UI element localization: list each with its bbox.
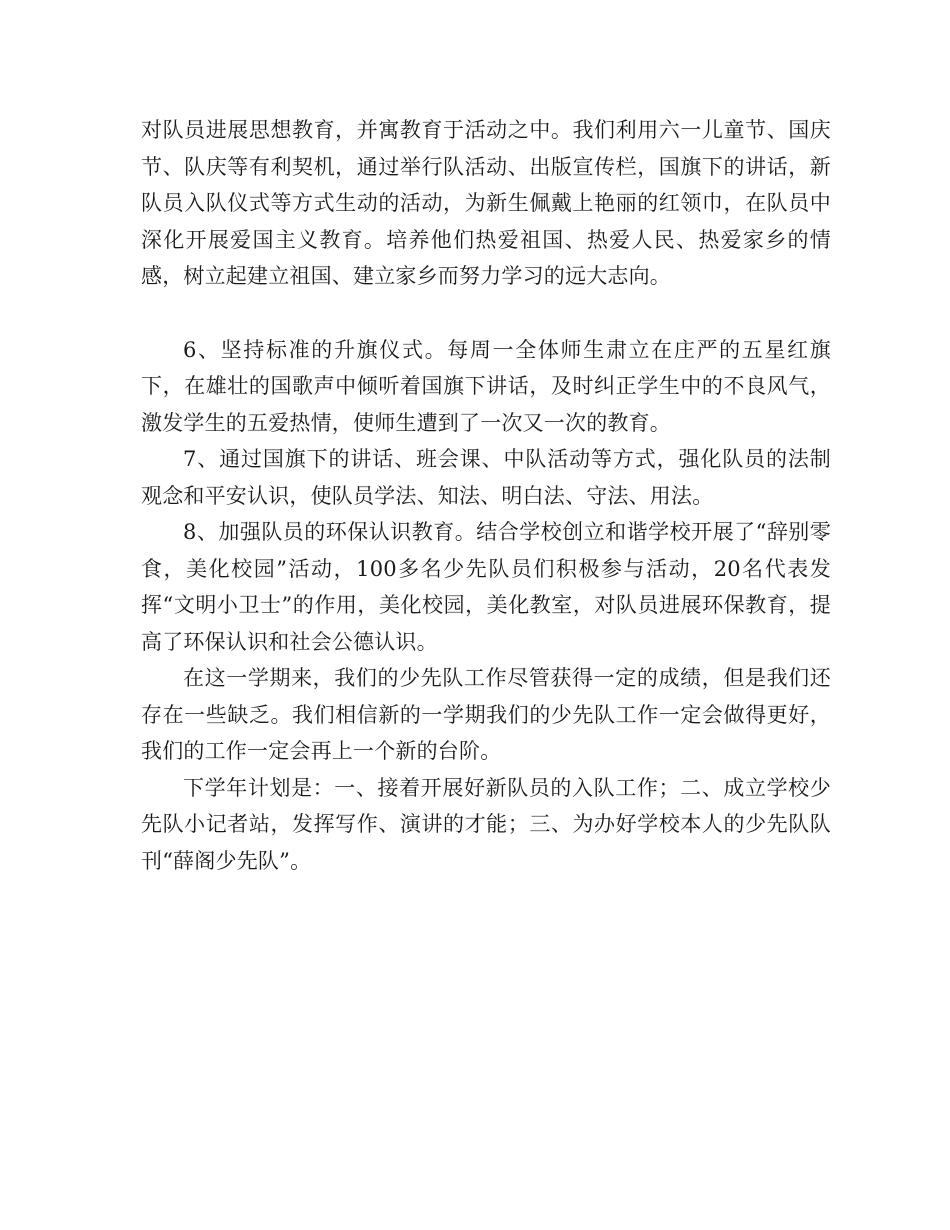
- paragraph-next-year-plan: 下学年计划是：一、接着开展好新队员的入队工作；二、成立学校少先队小记者站，发挥写作、演讲的才能；三、为办好学校本人的少先队队刊“薛阁少先队”。: [141, 775, 831, 873]
- document-body: [141, 112, 831, 879]
- paragraph-legal-awareness: 7、通过国旗下的讲话、班会课、中队活动等方式，强化队员的法制观念和平安认识，使队员学法、知法、明白法、守法、用法。: [141, 447, 831, 508]
- paragraph-semester-summary: 在这一学期来，我们的少先队工作尽管获得一定的成绩，但是我们还存在一些缺乏。我们相信新的一学期我们的少先队工作一定会做得更好，我们的工作一定会再上一个新的台阶。: [141, 666, 831, 763]
- paragraph-flag-ceremony: 6、坚持标准的升旗仪式。每周一全体师生肃立在庄严的五星红旗下，在雄壮的国歌声中倾听着国旗下讲话，及时纠正学生中的不良风气，激发学生的五爱热情，使师生遭到了一次又一次的教育。: [141, 337, 831, 435]
- paragraph-environmental-education: 8、加强队员的环保认识教育。结合学校创立和谐学校开展了“辞别零食，美化校园”活动，100多名少先队员们积极参与活动，20名代表发挥“文明小卫士”的作用，美化校园，美化教室，对队员进展环保教育，提高了环保认识和社会公德认识。: [141, 520, 831, 654]
- paragraph-ideological-education: 对队员进展思想教育，并寓教育于活动之中。我们利用六一儿童节、国庆节、队庆等有利契机，通过举行队活动、出版宣传栏，国旗下的讲话，新队员入队仪式等方式生动的活动，为新生佩戴上艳丽的红领巾，在队员中深化开展爱国主义教育。培养他们热爱祖国、热爱人民、热爱家乡的情感，树立起建立祖国、建立家乡而努力学习的远大志向。: [141, 118, 831, 288]
